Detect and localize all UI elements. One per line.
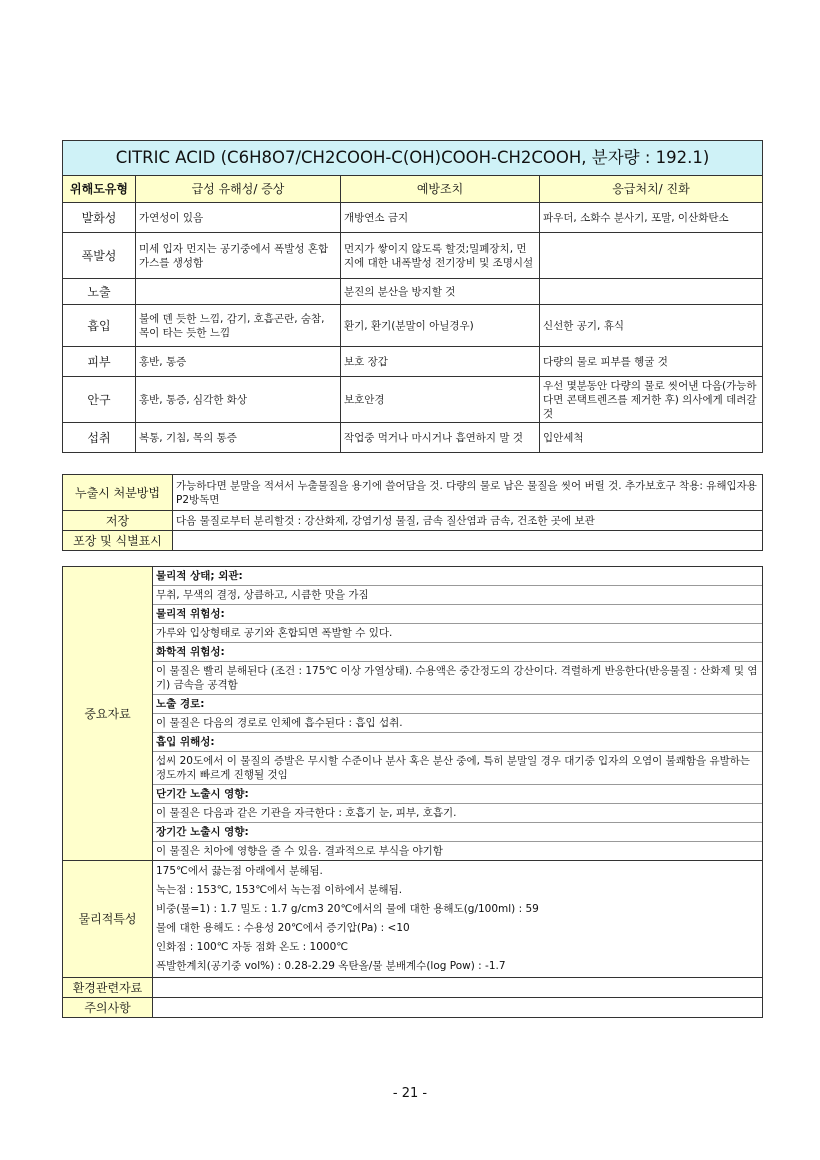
table-row (63, 998, 763, 1018)
prevention-cell: 먼지가 쌓이지 않도록 할것;밀폐장치, 먼지에 대한 내폭발성 전기장비 및 조명시설 (341, 233, 540, 279)
header-symptom: 급성 유해성/ 증상 (136, 176, 341, 203)
environment-label: 환경관련자료 (63, 978, 153, 998)
storage-label: 저장 (63, 511, 173, 531)
header-first-aid: 응급처치/ 진화 (540, 176, 763, 203)
page-number: - 21 - (392, 1086, 428, 1101)
spill-label: 누출시 처분방법 (63, 475, 173, 511)
important-content (153, 567, 763, 861)
first-aid-cell (540, 233, 763, 279)
prevention-cell: 환기, 환기(분말이 아닐경우) (341, 305, 540, 347)
hazard-table (62, 140, 763, 453)
table-row (63, 475, 763, 511)
physical-line: 인화점 : 100℃ 자동 점화 온도 : 1000℃ (156, 941, 349, 953)
table-row (63, 531, 763, 551)
handling-table (62, 474, 763, 551)
important-heading: 화학적 위험성: (153, 643, 762, 662)
symptom-cell: 홍반, 통증, 심각한 화상 (136, 377, 341, 423)
prevention-cell: 분진의 분산을 방지할 것 (341, 279, 540, 305)
important-text: 이 물질은 치아에 영향을 줄 수 있음. 결과적으로 부식을 야기함 (156, 845, 443, 857)
first-aid-cell: 입안세척 (540, 423, 763, 453)
physical-line: 175℃에서 끓는점 아래에서 분해됨. (156, 865, 323, 877)
table-row (63, 861, 763, 978)
first-aid-cell: 우선 몇분동안 다량의 물로 씻어낸 다음(가능하다면 콘택트렌즈를 제거한 후) 의사에게 데려갈 것 (540, 377, 763, 423)
prevention-cell: 개방연소 금지 (341, 203, 540, 233)
header-prevention: 예방조치 (341, 176, 540, 203)
hazard-type-cell: 발화성 (63, 203, 136, 233)
data-table (62, 566, 763, 1018)
important-text: 무취, 무색의 결정, 상큼하고, 시큼한 맛을 가짐 (153, 586, 762, 605)
caution-label: 주의사항 (63, 998, 153, 1018)
table-row (63, 978, 763, 998)
caution-text (153, 998, 763, 1018)
important-heading: 물리적 상태; 외관: (153, 567, 762, 586)
packaging-label: 포장 및 식별표시 (63, 531, 173, 551)
physical-line: 비중(물=1) : 1.7 밀도 : 1.7 g/cm3 20℃에서의 물에 대한 용해도(g/100ml) : 59 (156, 903, 539, 915)
important-heading: 물리적 위험성: (153, 605, 762, 624)
table-row (63, 279, 763, 305)
hazard-type-cell: 폭발성 (63, 233, 136, 279)
table-row (63, 347, 763, 377)
physical-line: 물에 대한 용해도 : 수용성 20℃에서 증기압(Pa) : <10 (156, 922, 410, 934)
important-text: 가루와 입상형태로 공기와 혼합되면 폭발할 수 있다. (153, 624, 762, 643)
prevention-cell: 작업중 먹거나 마시거나 흡연하지 말 것 (341, 423, 540, 453)
hazard-type-cell: 피부 (63, 347, 136, 377)
symptom-cell: 불에 덴 듯한 느낌, 감기, 호흡곤란, 숨참, 목이 타는 듯한 느낌 (136, 305, 341, 347)
table-row (63, 511, 763, 531)
symptom-cell (136, 279, 341, 305)
physical-line: 폭발한계치(공기중 vol%) : 0.28-2.29 옥탄올/물 분배계수(log Pow) : -1.7 (156, 960, 506, 972)
important-text: 이 물질은 다음과 같은 기관을 자극한다 : 호흡기 눈, 피부, 호흡기. (153, 804, 762, 823)
physical-label: 물리적특성 (63, 861, 153, 978)
table-row (63, 203, 763, 233)
important-heading: 흡입 위해성: (153, 733, 762, 752)
table-row (63, 377, 763, 423)
first-aid-cell: 신선한 공기, 휴식 (540, 305, 763, 347)
physical-content (153, 861, 763, 978)
hazard-type-cell: 노출 (63, 279, 136, 305)
symptom-cell: 홍반, 통증 (136, 347, 341, 377)
spill-text: 가능하다면 분말을 적셔서 누출물질을 용기에 쓸어담을 것. 다량의 물로 남은 물질을 씻어 버릴 것. 추가보호구 착용: 유해입자용 P2방독면 (173, 475, 763, 511)
table-row (63, 423, 763, 453)
hazard-type-cell: 흡입 (63, 305, 136, 347)
table-row (63, 233, 763, 279)
prevention-cell: 보호 장갑 (341, 347, 540, 377)
important-text: 이 물질은 빨리 분해된다 (조건 : 175℃ 이상 가열상태). 수용액은 중간정도의 강산이다. 격렬하게 반응한다(반응물질 : 산화제 및 염기) 금속을 공격함 (153, 662, 762, 695)
prevention-cell: 보호안경 (341, 377, 540, 423)
symptom-cell: 미세 입자 먼지는 공기중에서 폭발성 혼합가스를 생성함 (136, 233, 341, 279)
header-hazard-type: 위해도유형 (63, 176, 136, 203)
storage-text: 다음 물질로부터 분리할것 : 강산화제, 강염기성 물질, 금속 질산염과 금속, 건조한 곳에 보관 (173, 511, 763, 531)
physical-line: 녹는점 : 153℃, 153℃에서 녹는점 이하에서 분해됨. (156, 884, 403, 896)
important-heading: 단기간 노출시 영향: (153, 785, 762, 804)
environment-text (153, 978, 763, 998)
document-title: CITRIC ACID (C6H8O7/CH2COOH-C(OH)COOH-CH2COOH, 분자량 : 192.1) (63, 141, 763, 176)
important-heading: 노출 경로: (153, 695, 762, 714)
important-text: 섭씨 20도에서 이 물질의 증발은 무시할 수준이나 분사 혹은 분산 중에, 특히 분말일 경우 대기중 입자의 오염이 불쾌함을 유발하는 정도까지 빠르게 진행될 것임 (153, 752, 762, 785)
first-aid-cell: 다량의 물로 피부를 헹굴 것 (540, 347, 763, 377)
important-label: 중요자료 (63, 567, 153, 861)
table-row (63, 567, 763, 861)
symptom-cell: 가연성이 있음 (136, 203, 341, 233)
important-text: 이 물질은 다음의 경로로 인체에 흡수된다 : 흡입 섭취. (153, 714, 762, 733)
symptom-cell: 복통, 기침, 목의 통증 (136, 423, 341, 453)
table-row (63, 305, 763, 347)
hazard-type-cell: 섭취 (63, 423, 136, 453)
important-heading: 장기간 노출시 영향: (153, 823, 762, 842)
hazard-type-cell: 안구 (63, 377, 136, 423)
first-aid-cell: 파우더, 소화수 분사기, 포말, 이산화탄소 (540, 203, 763, 233)
packaging-text (173, 531, 763, 551)
first-aid-cell (540, 279, 763, 305)
